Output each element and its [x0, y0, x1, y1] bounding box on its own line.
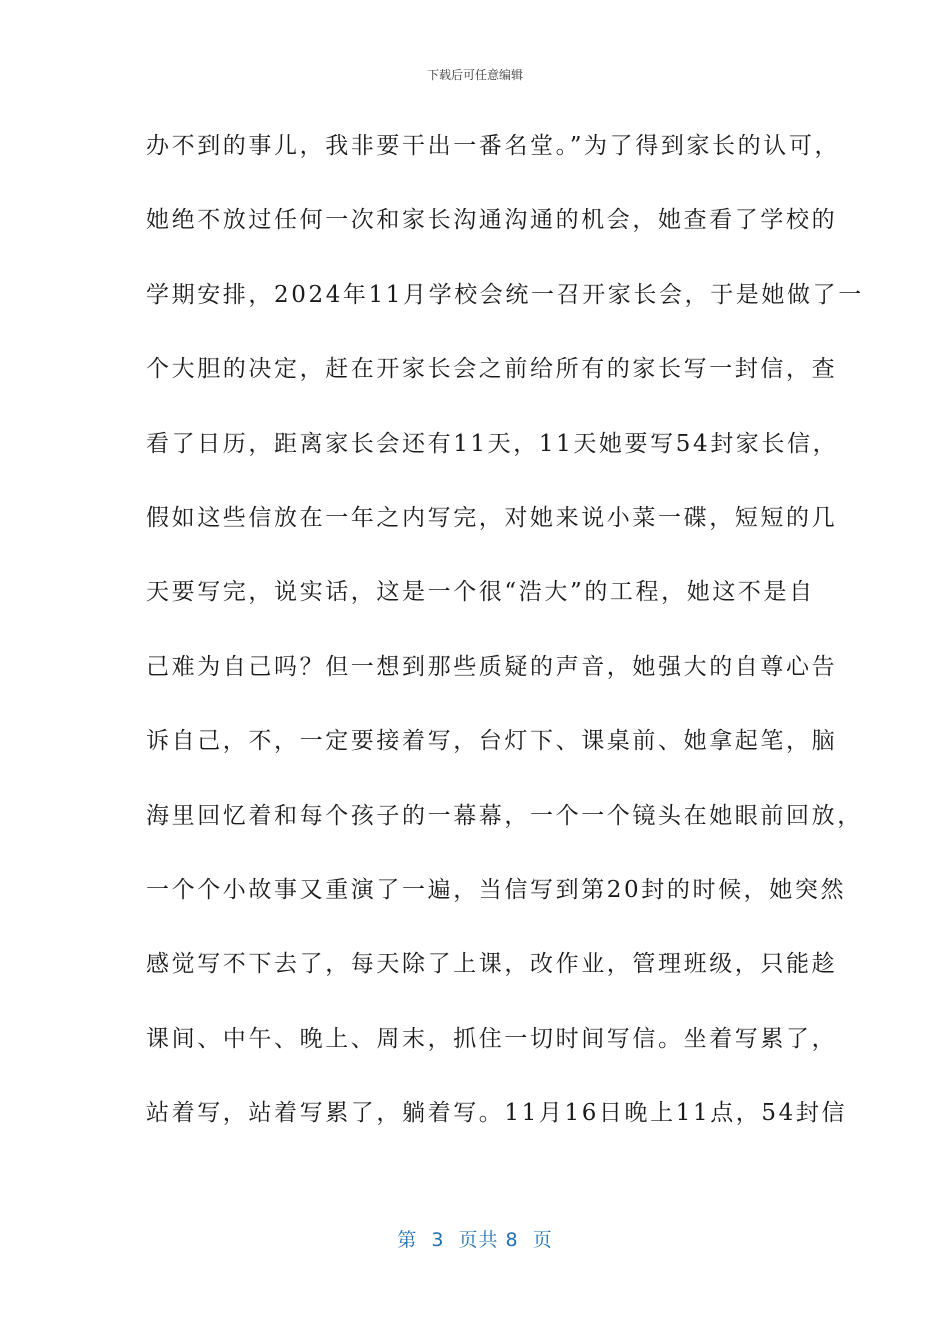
text-line: 天要写完，说实话，这是一个很“浩大”的工程，她这不是自	[146, 579, 815, 606]
body-text	[146, 124, 864, 1165]
text-line: 海里回忆着和每个孩子的一幕幕，一个一个镜头在她眼前回放，	[146, 802, 863, 829]
text-line: 诉自己，不，一定要接着写，台灯下、课桌前、她拿起笔，脑	[146, 728, 838, 755]
text-line: 个大胆的决定，赶在开家长会之前给所有的家长写一封信，查	[146, 356, 838, 383]
text-line: 己难为自己吗？但一想到那些质疑的声音，她强大的自尊心告	[146, 653, 838, 680]
text-line: 一个个小故事又重演了一遍，当信写到第20封的时候，她突然	[146, 876, 847, 903]
text-line: 办不到的事儿，我非要干出一番名堂。”为了得到家长的认可，	[146, 133, 841, 159]
text-line: 站着写，站着写累了，躺着写。11月16日晚上11点，54封信	[146, 1100, 848, 1127]
text-line: 看了日历，距离家长会还有11天，11天她要写54封家长信，	[146, 430, 839, 457]
page-header: 下载后可任意编辑	[426, 68, 523, 82]
page-number-footer: 第 3 页共 8 页	[397, 1229, 553, 1251]
text-line: 假如这些信放在一年之内写完，对她来说小菜一碟，短短的几	[146, 504, 838, 531]
text-line: 学期安排，2024年11月学校会统一召开家长会，于是她做了一	[146, 281, 864, 308]
text-line: 课间、中午、晚上、周末，抓住一切时间写信。坐着写累了，	[146, 1025, 838, 1052]
text-line: 感觉写不下去了，每天除了上课，改作业，管理班级，只能趁	[146, 951, 838, 978]
text-line: 她绝不放过任何一次和家长沟通沟通的机会，她查看了学校的	[146, 207, 838, 234]
